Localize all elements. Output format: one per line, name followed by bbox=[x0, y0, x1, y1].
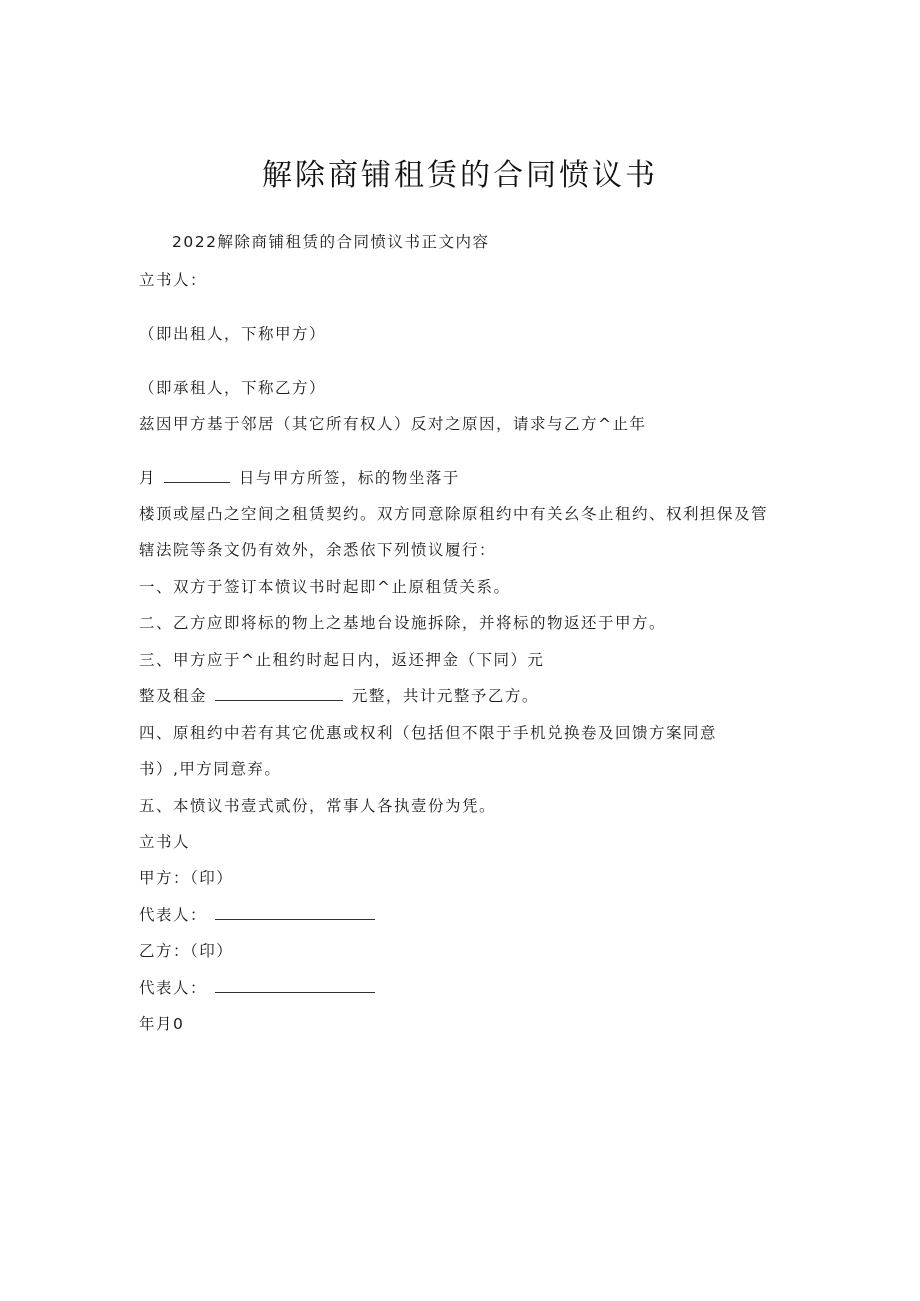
party-b-seal: 乙方：（印） bbox=[139, 942, 234, 960]
party-b-signature-blank bbox=[215, 978, 375, 993]
clause-4: 四、原租约中若有其它优惠或权利（包括但不限于手机兑换卷及回馈方案同意 bbox=[139, 724, 718, 742]
party-a-representative bbox=[139, 903, 377, 925]
line-party-a-note: （即出租人，下称甲方） bbox=[139, 325, 327, 343]
line-contract-date-prefix: 月 bbox=[139, 469, 157, 487]
clause-5: 五、本愤议书壹式贰份，常事人各执壹份为凭。 bbox=[139, 797, 497, 815]
party-a-representative-label: 代表人： bbox=[139, 906, 208, 924]
line-lease-clause-cont: 辖法院等条文仍有效外，余悉依下列愤议履行： bbox=[139, 541, 497, 559]
clause-2: 二、乙方应即将标的物上之基地台设施拆除，并将标的物返还于甲方。 bbox=[139, 614, 667, 632]
line-reason: 兹因甲方基于邻居（其它所有权人）反对之原因，请求与乙方^止年 bbox=[139, 415, 647, 433]
rent-blank bbox=[215, 686, 343, 701]
line-lease-clause: 楼顶或屋凸之空间之租赁契约。双方同意除原租约中有关幺冬止租约、权利担保及管 bbox=[139, 505, 769, 523]
line-signatory-label: 立书人： bbox=[139, 271, 208, 289]
party-a-seal: 甲方：（印） bbox=[139, 869, 234, 887]
clause-3-cont bbox=[139, 684, 539, 706]
clause-4-cont: 书）,甲方同意弃。 bbox=[139, 760, 282, 778]
party-b-representative bbox=[139, 976, 377, 998]
clause-3: 三、甲方应于^止租约时起日内，返还押金（下同）元 bbox=[139, 651, 545, 669]
line-contract-date bbox=[139, 466, 460, 488]
party-a-signature-blank bbox=[215, 905, 375, 920]
clause-1: 一、双方于签订本愤议书时起即^止原租赁关系。 bbox=[139, 578, 511, 596]
party-b-representative-label: 代表人： bbox=[139, 979, 208, 997]
document-subtitle: 2022解除商铺租赁的合同愤议书正文内容 bbox=[172, 233, 490, 251]
signing-date: 年月0 bbox=[139, 1015, 185, 1033]
date-blank bbox=[164, 468, 230, 483]
clause-3-rent-suffix: 元整，共计元整予乙方。 bbox=[351, 687, 539, 705]
clause-3-rent-prefix: 整及租金 bbox=[139, 687, 208, 705]
line-party-b-note: （即承租人，下称乙方） bbox=[139, 379, 327, 397]
line-contract-date-suffix: 日与甲方所签，标的物坐落于 bbox=[238, 469, 460, 487]
document-title: 解除商铺租赁的合同愤议书 bbox=[262, 158, 658, 193]
signatory-heading: 立书人 bbox=[139, 833, 191, 851]
